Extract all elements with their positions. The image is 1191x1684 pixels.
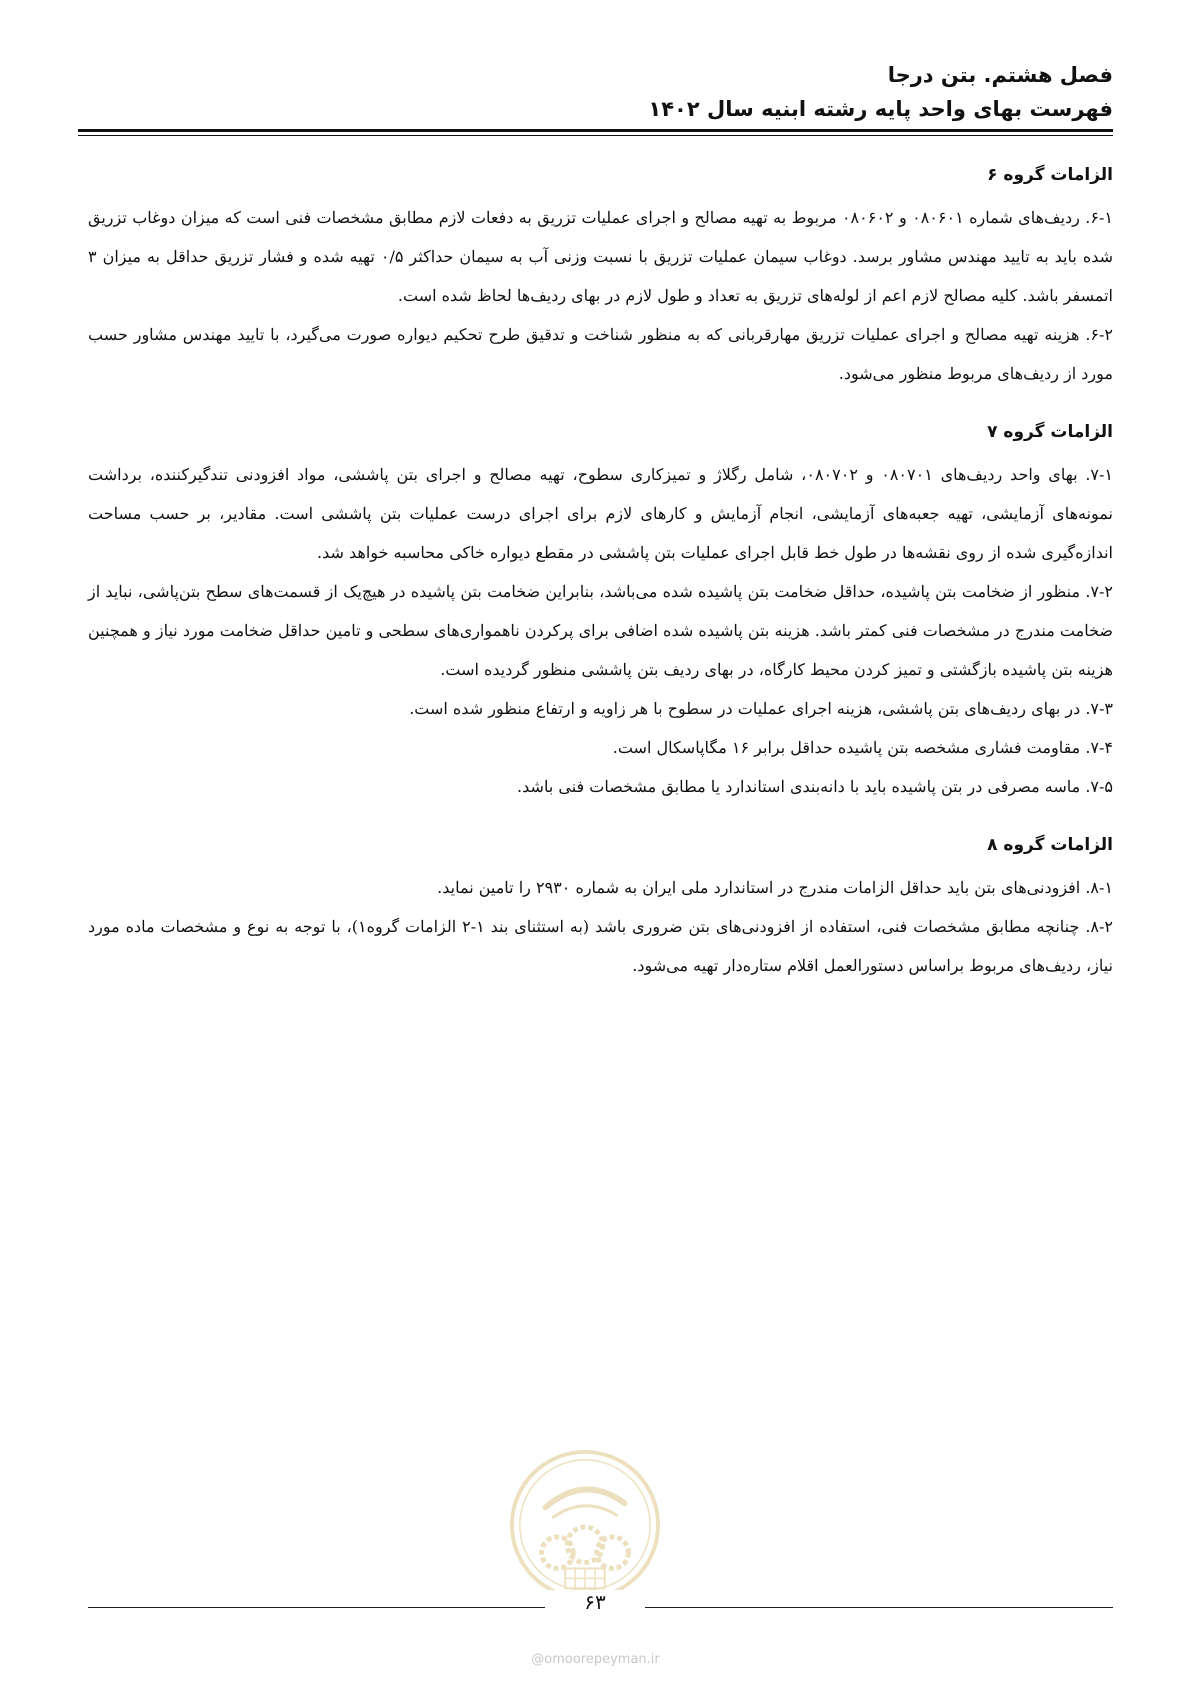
header-rule-thin — [78, 135, 1113, 136]
section-heading: الزامات گروه ۶ — [987, 165, 1113, 185]
watermark-logo-icon — [506, 1446, 664, 1604]
paragraph: ۷-۴. مقاومت فشاری مشخصه بتن پاشیده حداقل برابر ۱۶ مگاپاسکال است. — [612, 738, 1113, 757]
chapter-title: فصل هشتم. بتن درجا — [887, 63, 1113, 87]
site-watermark: @omoorepeyman.ir — [531, 1652, 660, 1667]
page-content — [88, 160, 1113, 1009]
header-rule-thick — [78, 129, 1113, 132]
paragraph: ۸-۱. افزودنی‌های بتن باید حداقل الزامات مندرج در استاندارد ملی ایران به شماره ۲۹۳۰ را تامین نماید. — [437, 878, 1113, 897]
section-heading: الزامات گروه ۷ — [987, 422, 1113, 442]
section-group-7 — [88, 417, 1113, 806]
page-number: ۶۳ — [545, 1590, 645, 1614]
paragraph: ۷-۲. منظور از ضخامت بتن پاشیده، حداقل ضخامت بتن پاشیده شده می‌باشد، بنابراین ضخامت بتن پاشیده در هیچ‌یک از قسمت‌های سطح بتن‌پاشی، نباید از ضخامت مندرج در مشخصات فنی کمتر باشد. هزینه بتن پاشیده شده اضافی برای پرکردن ناهمواری‌های سطحی و تامین حداقل ضخامت مورد نیاز و همچنین هزینه بتن پاشیده بازگشتی و تمیز کردن محیط کارگاه، در بهای ردیف بتن پاششی منظور گردیده است. — [88, 582, 1113, 679]
paragraph: ۸-۲. چنانچه مطابق مشخصات فنی، استفاده از افزودنی‌های بتن ضروری باشد (به استثنای بند ۱-۲ الزامات گروه۱)، با توجه به نوع و مشخصات ماده مورد نیاز، ردیف‌های مربوط براساس دستورالعمل اقلام ستاره‌دار تهیه می‌شود. — [88, 917, 1114, 975]
paragraph: ۷-۵. ماسه مصرفی در بتن پاشیده باید با دانه‌بندی استاندارد یا مطابق مشخصات فنی باشد. — [517, 777, 1113, 796]
paragraph: ۷-۳. در بهای ردیف‌های بتن پاششی، هزینه اجرای عملیات در سطوح با هر زاویه و ارتفاع منظور شده است. — [409, 699, 1113, 718]
section-group-8 — [88, 830, 1113, 985]
paragraph: ۷-۱. بهای واحد ردیف‌های ۰۸۰۷۰۱ و ۰۸۰۷۰۲، شامل رگلاژ و تمیزکاری سطوح، تهیه مصالح و اجرای بتن پاششی، مواد افزودنی تندگیرکننده، برداشت نمونه‌های آزمایشی، تهیه جعبه‌های آزمایشی، انجام آزمایش و کارهای لازم برای اجرای درست عملیات بتن پاششی است. مقادیر، بر حسب مساحت اندازه‌گیری شده از روی نقشه‌ها در طول خط قابل اجرای عملیات بتن پاششی در مقطع دیواره خاکی محاسبه خواهد شد. — [88, 465, 1113, 562]
document-subtitle: فهرست بهای واحد پایه رشته ابنیه سال ۱۴۰۲ — [648, 97, 1113, 121]
paragraph: ۶-۱. ردیف‌های شماره ۰۸۰۶۰۱ و ۰۸۰۶۰۲ مربوط به تهیه مصالح و اجرای عملیات تزریق به دفعات لازم مطابق مشخصات فنی است که میزان دوغاب تزریق شده باید به تایید مهندس مشاور برسد. دوغاب سیمان عملیات تزریق با نسبت وزنی آب به سیمان حداکثر ۰/۵ تهیه شده و فشار تزریق حداقل به میزان ۳ اتمسفر باشد. کلیه مصالح لازم اعم از لوله‌های تزریق به تعداد و طول لازم در بهای ردیف‌ها لحاظ شده است. — [88, 208, 1114, 305]
page-header — [78, 58, 1113, 126]
section-group-6 — [88, 160, 1113, 393]
section-heading: الزامات گروه ۸ — [987, 835, 1113, 855]
paragraph: ۶-۲. هزینه تهیه مصالح و اجرای عملیات تزریق مهارقربانی که به منظور شناخت و تدقیق طرح تحکیم دیواره صورت می‌گیرد، با تایید مهندس مشاور حسب مورد از ردیف‌های مربوط منظور می‌شود. — [88, 325, 1113, 383]
